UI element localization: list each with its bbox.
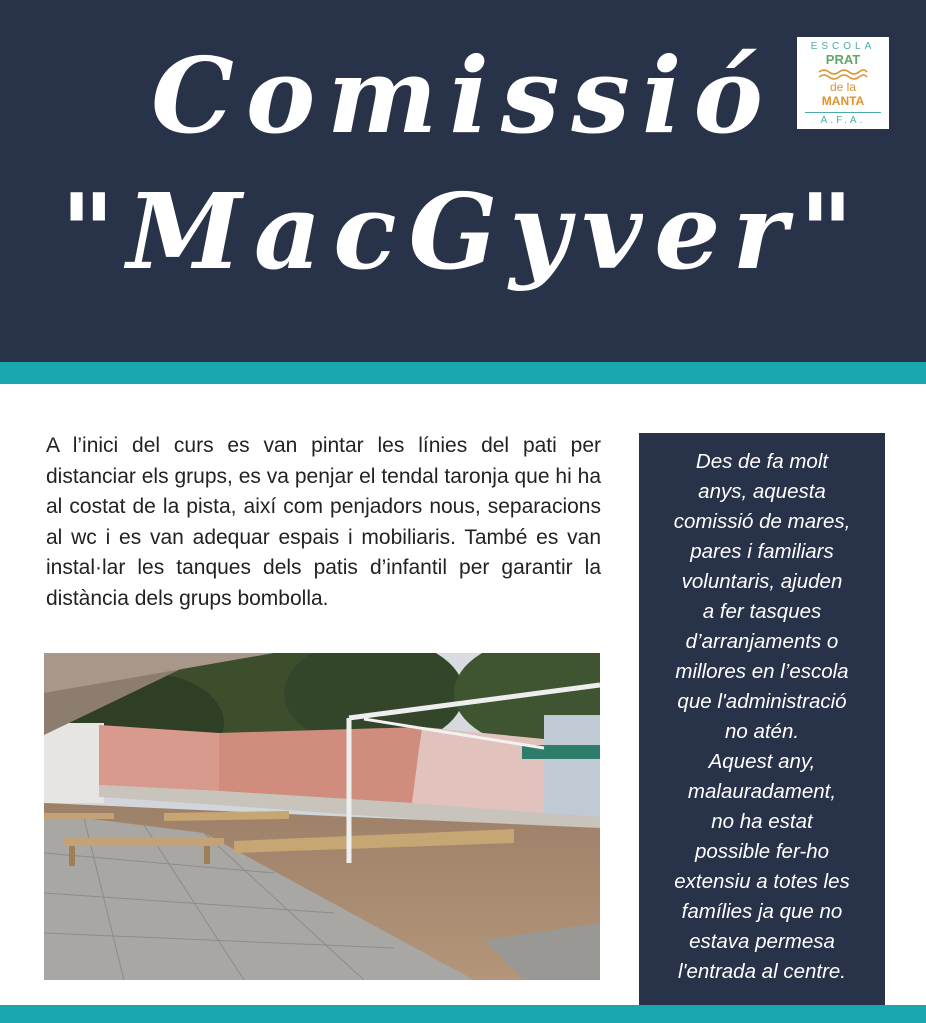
sidebar-line: malauradament, <box>687 780 837 803</box>
sidebar-line: voluntaris, ajuden <box>681 570 843 593</box>
sidebar-line: famílies ja que no <box>681 900 843 923</box>
sidebar-line: possible fer-ho <box>694 840 830 863</box>
sidebar-line: pares i familiars <box>690 540 834 563</box>
sidebar-box <box>639 433 885 1005</box>
school-logo <box>797 37 889 129</box>
sidebar-line: anys, aquesta <box>698 480 826 503</box>
sidebar-line: comissió de mares, <box>673 510 851 533</box>
sidebar-line: l'entrada al centre. <box>677 960 846 983</box>
sidebar-text <box>639 447 885 987</box>
sidebar-line: estava permesa <box>689 930 835 953</box>
logo-escola-text: ESCOLA <box>810 41 876 52</box>
logo-waves-icon <box>817 68 869 80</box>
schoolyard-photo <box>44 653 600 980</box>
sidebar-line: Des de fa molt <box>695 450 829 473</box>
sidebar-line: millores en l’escola <box>675 660 849 683</box>
logo-dela-text: de la <box>829 80 857 94</box>
sidebar-line: Aquest any, <box>708 750 816 773</box>
page-title-line-2: "MacGyver" <box>60 170 866 293</box>
bottom-divider-band <box>0 1005 926 1023</box>
article-body: A l’inici del curs es van pintar les línies del pati per distanciar els grups, es va penjar el tendal taronja que hi ha al costat de la pista, així com penjadors nous, separacions al wc i es van adequar espais i mobiliaris. També es van instal·lar les tanques dels patis d’infantil per garantir la distància dels grups bombolla. <box>46 434 601 610</box>
sidebar-line: no ha estat <box>711 810 813 833</box>
header-banner <box>0 0 926 362</box>
logo-afa-text: A.F.A. <box>805 112 881 126</box>
schoolyard-illustration <box>44 653 600 980</box>
logo-manta-text: MANTA <box>821 94 865 108</box>
page-title-line-1: Comissió <box>151 34 775 157</box>
sidebar-line: a fer tasques <box>702 600 822 623</box>
sidebar-line: no atén. <box>724 720 800 743</box>
sidebar-line: que l'administració <box>677 690 847 713</box>
sidebar-line: d’arranjaments o <box>685 630 839 653</box>
top-divider-band <box>0 362 926 384</box>
logo-prat-text: PRAT <box>825 52 861 67</box>
sidebar-line: extensiu a totes les <box>674 870 850 893</box>
